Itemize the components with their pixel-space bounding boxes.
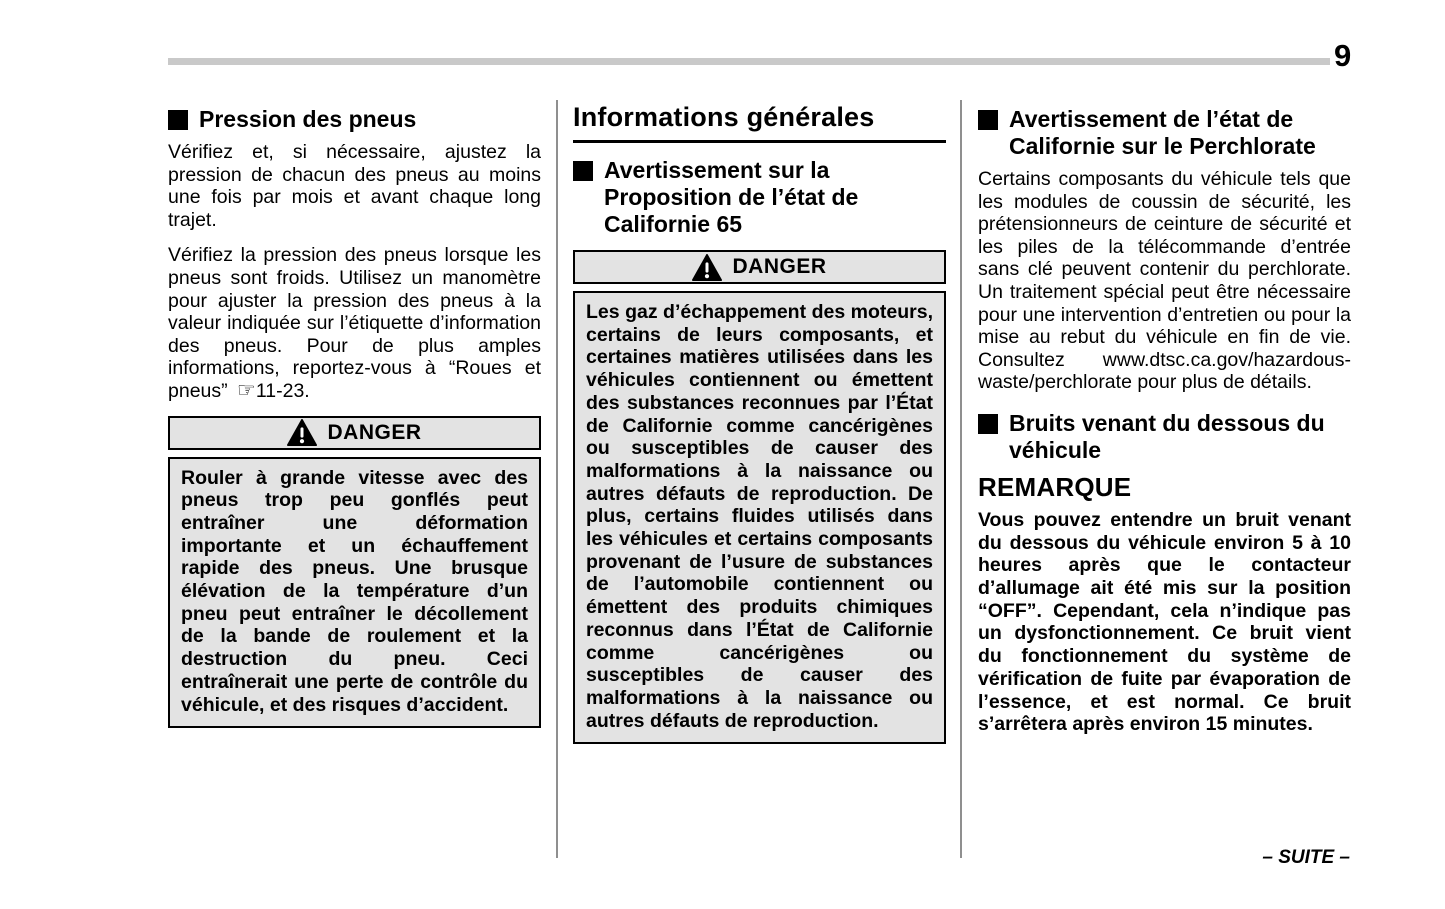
danger-label: DANGER <box>327 420 422 444</box>
column-divider-right <box>960 100 962 858</box>
danger-header-tires <box>168 416 541 450</box>
column-tire-pressure <box>168 100 541 728</box>
section-heading-label: Pression des pneus <box>199 106 417 132</box>
page-number: 9 <box>1334 38 1352 73</box>
perchlorate-paragraph: Certains composants du véhicule tels que les modules de coussin de sécurité, les prétensionneurs de ceinture de sécurité et les piles de la télécommande d’entrée sans clé peuvent contenir du perchlorate. Un traitement spécial peut être nécessaire pour une intervention d’entretien ou pour la mise au rebut du véhicule en fin de vie. Consultez www.dtsc.ca.gov/hazardous-waste/perchlorate pour plus de détails. <box>978 168 1351 394</box>
note-label: REMARQUE <box>978 471 1132 502</box>
section-heading-proposition-65 <box>573 157 946 238</box>
danger-header-proposition-65 <box>573 250 946 284</box>
section-heading-tire-pressure <box>168 106 541 133</box>
section-square-icon <box>573 161 593 181</box>
column-perchlorate-noise <box>978 100 1351 736</box>
danger-body-proposition-65: Les gaz d’échappement des moteurs, certains de leurs composants, et certaines matières utilisées dans les véhicules contiennent ou émettent des substances reconnues par l’État de Californie comme cancérigènes ou susceptibles de causer des malformations à la naissance ou autres défauts de reproduction. De plus, certains fluides utilisés dans les véhicules et certains composants provenant de l’usure de substances de l’automobile contiennent ou émettent des produits chimiques reconnus dans l’État de Californie comme cancérigènes ou susceptibles de causer des malformations à la naissance ou autres défauts de reproduction. <box>573 291 946 744</box>
section-heading-perchlorate <box>978 106 1351 160</box>
section-square-icon <box>168 110 188 130</box>
column-divider-left <box>556 100 558 858</box>
section-heading-label: Bruits venant du dessous du véhicule <box>1009 409 1325 463</box>
cross-reference: 11-23. <box>255 379 310 402</box>
section-square-icon <box>978 110 998 130</box>
warning-triangle-icon <box>287 419 317 446</box>
tire-pressure-paragraph-1: Vérifiez et, si nécessaire, ajustez la pression de chacun des pneus au moins une fois par mois et avant chaque long trajet. <box>168 141 541 231</box>
tire-pressure-paragraph-2 <box>168 244 541 402</box>
top-rule <box>168 58 1330 65</box>
section-heading-underbody-noise <box>978 410 1351 464</box>
note-paragraph: Vous pouvez entendre un bruit venant du dessous du véhicule environ 5 à 10 heures après que le contacteur d’allumage ait été mis sur la position “OFF”. Cependant, cela n’indique pas un dysfonctionnement. Ce bruit vient du fonctionnement du système de vérification de fuite par évaporation de l’essence, et est normal. Ce bruit s’arrêtera après environ 15 minutes. <box>978 508 1351 736</box>
warning-triangle-icon <box>692 254 722 281</box>
column-general-information <box>573 100 946 744</box>
danger-body-tires: Rouler à grande vitesse avec des pneus trop peu gonflés peut entraîner une déformation importante et un échauffement rapide des pneus. Une brusque élévation de la température d’un pneu peut entraîner le décollement de la bande de roulement et la destruction du pneu. Ceci entraînerait une perte de contrôle du véhicule, et des risques d’accident. <box>168 457 541 729</box>
danger-label: DANGER <box>732 255 827 278</box>
continuation-marker: – SUITE – <box>1262 847 1350 868</box>
pointing-hand-icon: ☞ <box>237 378 256 402</box>
tire-pressure-paragraph-2-text: Vérifiez la pression des pneus lorsque les pneus sont froids. Utilisez un manomètre pour ajuster la pression des pneus à la valeur indiquée sur l’étiquette d’information des pneus. Pour de plus amples informations, reportez-vous à “Roues et pneus” <box>168 244 541 402</box>
section-heading-label: Avertissement de l’état de Californie sur le Perchlorate <box>1009 106 1316 159</box>
chapter-heading-general-information: Informations générales <box>573 102 946 143</box>
section-heading-label: Avertissement sur la Proposition de l’état de Californie 65 <box>604 157 859 237</box>
section-square-icon <box>978 414 998 434</box>
